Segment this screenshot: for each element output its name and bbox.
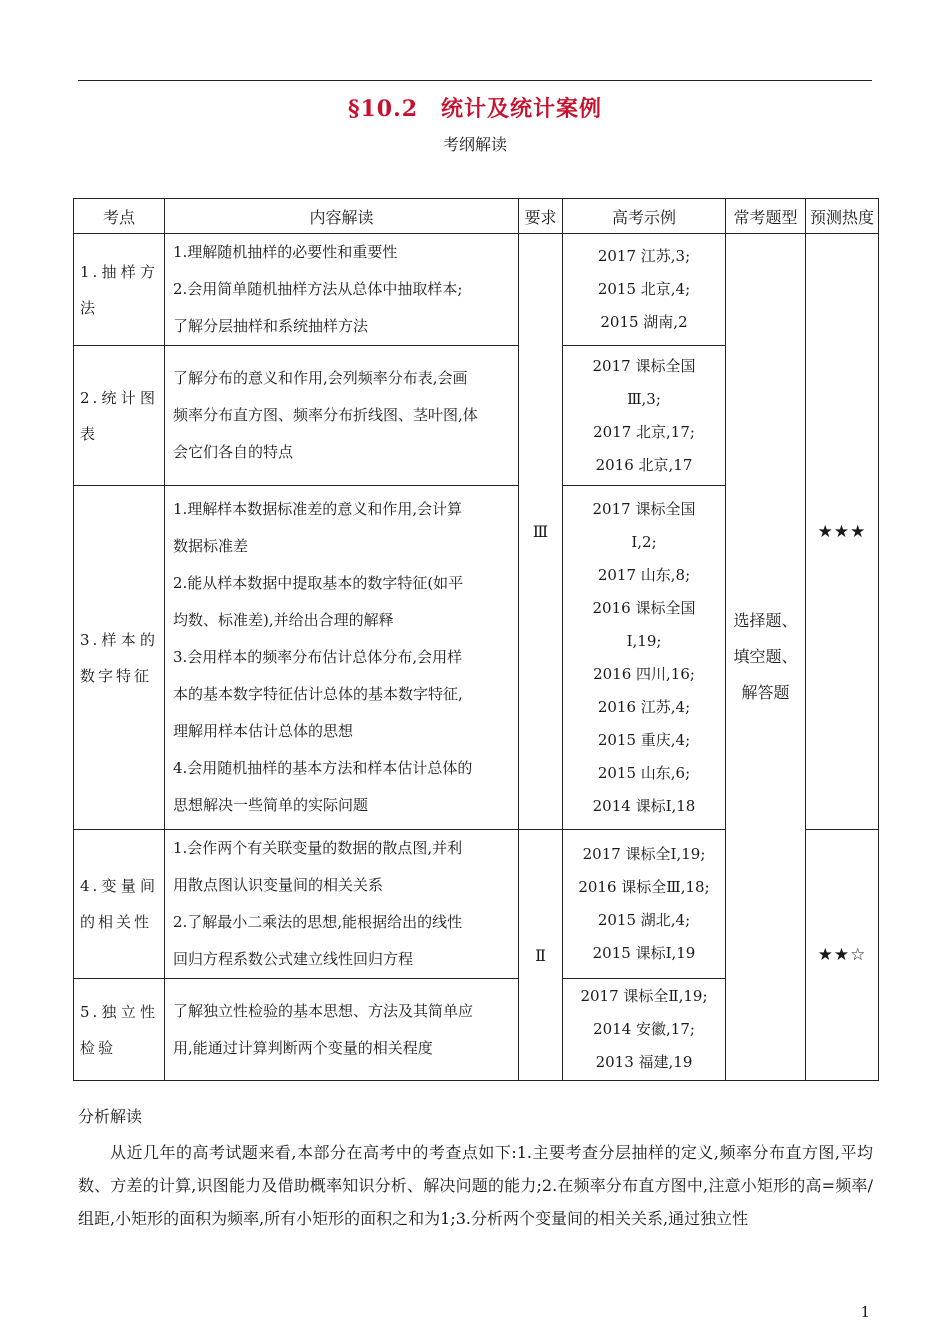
content-line: 2.能从样本数据中提取基本的数字特征(如平 xyxy=(173,574,464,592)
question-type-line: 选择题、 xyxy=(733,611,798,630)
example-line: 2015 湖南,2 xyxy=(600,313,688,331)
analysis-heading: 分析解读 xyxy=(78,1107,143,1126)
example-line: 2015 山东,6; xyxy=(597,763,691,782)
header-rule xyxy=(78,80,872,81)
content-line: 4.会用随机抽样的基本方法和样本估计总体的 xyxy=(173,759,473,777)
content-line: 1.会作两个有关联变量的数据的散点图,并利 xyxy=(173,839,463,857)
content-line: 用,能通过计算判断两个变量的相关程度 xyxy=(173,1038,433,1057)
content-line: 本的基本数字特征估计总体的基本数字特征, xyxy=(173,685,463,703)
example-line: 2017 课标全国 xyxy=(592,356,696,375)
header-cell: 预测热度 xyxy=(806,199,879,234)
analysis-paragraph: 从近几年的高考试题来看,本部分在高考中的考查点如下:1.主要考查分层抽样的定义,频率分布直方图,平均数、方差的计算,识图能力及借助概率知识分析、解决问题的能力;2.在频率分布直方图中,注意小矩形的高=频率/组距,小矩形的面积为频率,所有小矩形的面积之和为1;3.分析两个变量间的相关关系,通过独立性 xyxy=(78,1143,873,1228)
example-line: 2017 山东,8; xyxy=(597,565,691,584)
content-line: 2.会用简单随机抽样方法从总体中抽取样本; xyxy=(173,280,463,298)
exam-point-cell: 5.独立性检验 xyxy=(74,979,165,1081)
example-line: 2017 课标全国 xyxy=(592,499,696,518)
example-line: 2016 课标全Ⅲ,18; xyxy=(578,878,710,896)
example-line: 2013 福建,19 xyxy=(595,1053,693,1071)
example-line: 2014 课标Ⅰ,18 xyxy=(592,796,696,815)
exam-point-cell: 1.抽样方法 xyxy=(74,234,165,346)
example-line: 2016 课标全国 xyxy=(592,598,696,617)
content-cell xyxy=(165,346,519,486)
content-line: 回归方程系数公式建立线性回归方程 xyxy=(173,950,414,968)
content-line: 均数、标准差),并给出合理的解释 xyxy=(173,611,394,629)
header-cell: 内容解读 xyxy=(165,199,519,234)
content-line: 3.会用样本的频率分布估计总体分布,会用样 xyxy=(173,648,463,666)
examples-cell xyxy=(563,346,726,486)
content-line: 了解分层抽样和系统抽样方法 xyxy=(173,317,369,335)
content-cell xyxy=(165,979,519,1081)
example-line: 2017 江苏,3; xyxy=(597,247,691,265)
exam-point-cell: 4.变量间的相关性 xyxy=(74,830,165,979)
requirement-cell: Ⅲ xyxy=(519,234,563,830)
examples-cell xyxy=(563,486,726,830)
example-line: 2017 课标全Ⅱ,19; xyxy=(580,987,708,1005)
table-row xyxy=(74,234,879,346)
content-line: 理解用样本估计总体的思想 xyxy=(173,722,354,740)
content-line: 频率分布直方图、频率分布折线图、茎叶图,体 xyxy=(173,406,478,424)
example-line: 2014 安徽,17; xyxy=(593,1020,695,1038)
content-cell xyxy=(165,234,519,346)
example-line: Ⅰ,19; xyxy=(626,631,662,650)
content-line: 思想解决一些简单的实际问题 xyxy=(173,796,369,814)
heat-rating-cell: ★★★ xyxy=(806,234,879,830)
header-cell: 考点 xyxy=(74,199,165,234)
example-line: 2015 北京,4; xyxy=(597,280,691,298)
header-cell: 要求 xyxy=(519,199,563,234)
section-subtitle: 考纲解读 xyxy=(442,135,507,154)
exam-point-cell: 3.样本的数字特征 xyxy=(74,486,165,830)
example-line: 2015 重庆,4; xyxy=(597,730,691,749)
content-line: 数据标准差 xyxy=(173,537,249,555)
example-line: 2017 北京,17; xyxy=(593,422,695,441)
section-title: §10.2 统计及统计案例 xyxy=(347,96,603,122)
question-type-line: 填空题、 xyxy=(733,647,798,666)
example-line: Ⅰ,2; xyxy=(631,532,657,551)
examples-cell xyxy=(563,830,726,979)
example-line: 2016 北京,17 xyxy=(595,455,693,474)
example-line: 2016 四川,16; xyxy=(593,664,695,683)
syllabus-table xyxy=(73,198,879,1081)
content-line: 了解分布的意义和作用,会列频率分布表,会画 xyxy=(173,369,468,387)
heat-rating-cell: ★★☆ xyxy=(806,830,879,1081)
header-cell: 高考示例 xyxy=(563,199,726,234)
content-line: 会它们各自的特点 xyxy=(173,443,294,461)
content-cell xyxy=(165,830,519,979)
example-line: 2016 江苏,4; xyxy=(597,697,691,716)
example-line: 2017 课标全Ⅰ,19; xyxy=(582,845,706,863)
example-line: 2015 课标Ⅰ,19 xyxy=(592,944,696,962)
examples-cell xyxy=(563,979,726,1081)
content-line: 2.了解最小二乘法的思想,能根据给出的线性 xyxy=(173,913,463,931)
content-line: 1.理解样本数据标准差的意义和作用,会计算 xyxy=(173,500,463,518)
content-line: 了解独立性检验的基本思想、方法及其简单应 xyxy=(173,1001,474,1020)
content-line: 用散点图认识变量间的相关关系 xyxy=(173,876,384,894)
header-cell: 常考题型 xyxy=(726,199,806,234)
exam-point-cell: 2.统计图表 xyxy=(74,346,165,486)
requirement-cell: Ⅱ xyxy=(519,830,563,1081)
page-number: 1 xyxy=(860,1303,870,1321)
table-header-row xyxy=(74,199,879,234)
question-type-line: 解答题 xyxy=(741,683,790,702)
example-line: 2015 湖北,4; xyxy=(597,911,691,929)
examples-cell xyxy=(563,234,726,346)
content-cell xyxy=(165,486,519,830)
content-line: 1.理解随机抽样的必要性和重要性 xyxy=(173,243,398,261)
question-type-cell xyxy=(726,234,806,1081)
example-line: Ⅲ,3; xyxy=(627,389,661,408)
